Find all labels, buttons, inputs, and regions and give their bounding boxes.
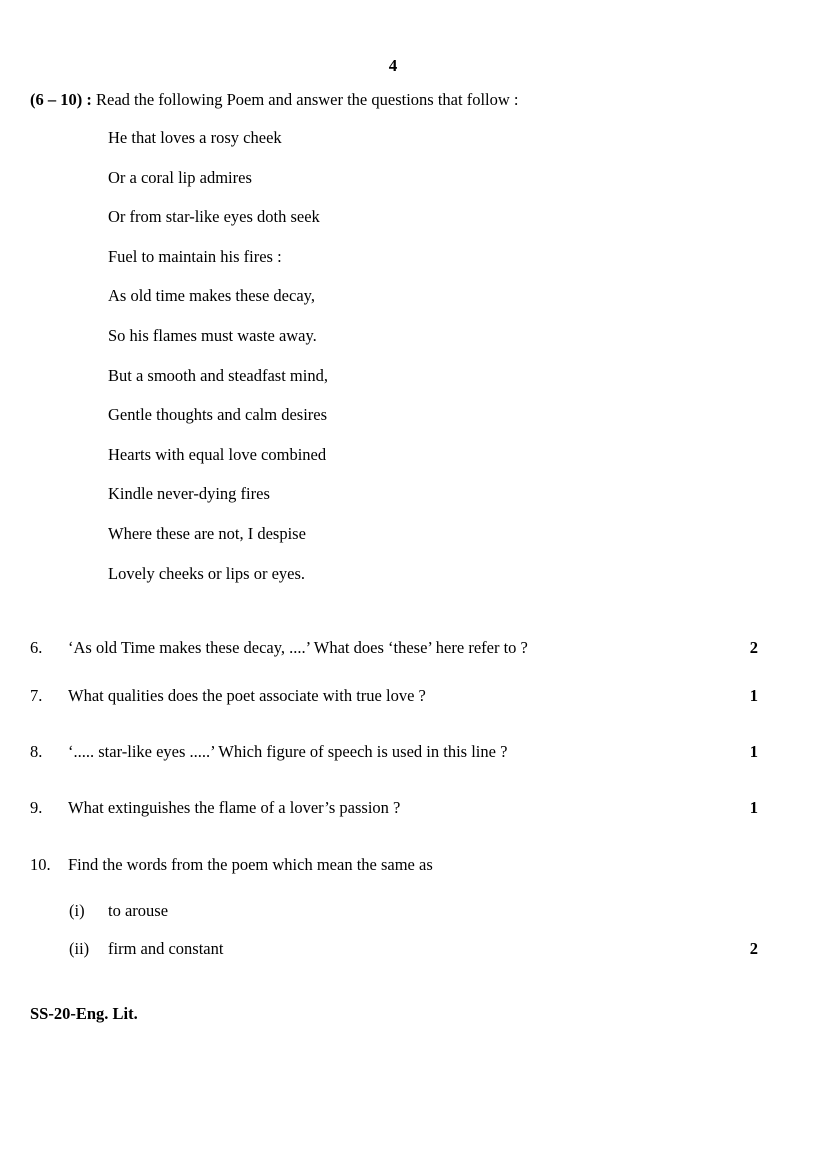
poem-line: So his flames must waste away. [108,325,317,345]
poem [108,128,328,603]
question-number: 9. [30,798,43,817]
poem-line: He that loves a rosy cheek [108,128,282,147]
poem-line: Or from star-like eyes doth seek [108,207,320,227]
poem-line: But a smooth and steadfast mind, [108,365,328,385]
question-text: ‘As old Time makes these decay, ....’ What does ‘these’ here refer to ? [68,638,528,657]
section-instruction: Read the following Poem and answer the questions that follow : [95,90,519,109]
question-number: 10. [30,855,51,874]
question-marks: 2 [749,638,758,657]
question-text: What extinguishes the flame of a lover’s passion ? [68,798,401,817]
sub-question-text: firm and constant [108,939,224,958]
question-7 [30,686,758,708]
question-range: (6 – 10) : [30,90,92,109]
question-marks: 1 [749,686,758,705]
poem-line: Fuel to maintain his fires : [108,246,282,266]
poem-line: As old time makes these decay, [108,286,315,306]
poem-line: Kindle never-dying fires [108,484,270,504]
sub-question-ii [69,939,758,961]
poem-line: Lovely cheeks or lips or eyes. [108,563,306,583]
sub-question-number: (i) [69,901,85,920]
question-10 [30,855,758,877]
poem-line: Where these are not, I despise [108,523,306,543]
sub-question-marks: 2 [749,939,758,958]
question-text: Find the words from the poem which mean the same as [68,855,433,874]
paper-code: SS-20-Eng. Lit. [30,1004,138,1023]
question-8 [30,742,758,764]
question-9 [30,798,758,820]
section-heading [30,90,519,110]
sub-question-i [69,901,758,923]
poem-line: Gentle thoughts and calm desires [108,405,328,425]
question-number: 7. [30,686,43,705]
question-6 [30,638,758,660]
question-text: ‘..... star-like eyes .....’ Which figure of speech is used in this line ? [68,742,508,761]
question-number: 6. [30,638,43,657]
question-marks: 1 [749,742,758,761]
page-number: 4 [388,56,398,75]
question-number: 8. [30,742,43,761]
question-text: What qualities does the poet associate with true love ? [68,686,426,705]
sub-question-number: (ii) [69,939,90,958]
question-marks: 1 [749,798,758,817]
poem-line: Hearts with equal love combined [108,444,327,464]
poem-line: Or a coral lip admires [108,167,252,187]
sub-question-text: to arouse [108,901,169,920]
